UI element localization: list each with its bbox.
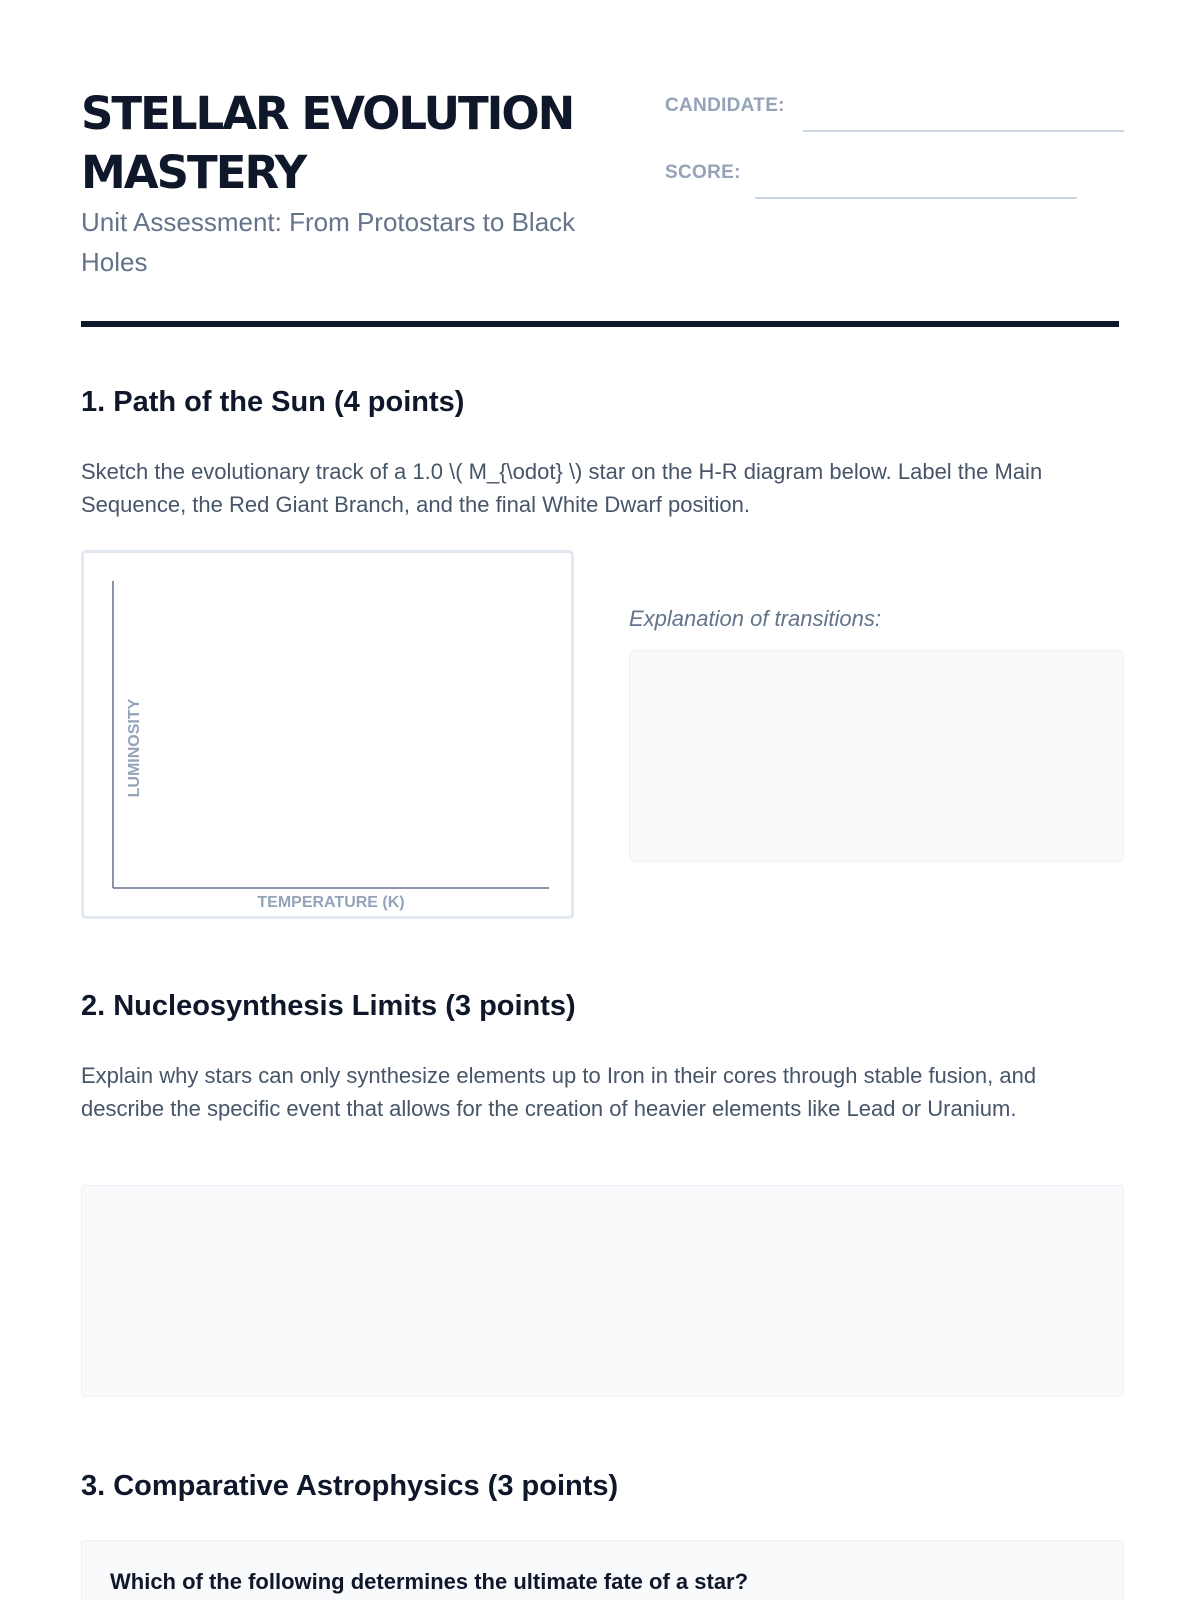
score-field[interactable]	[755, 197, 1077, 199]
page-header	[81, 0, 1119, 328]
x-axis-label: TEMPERATURE (K)	[257, 894, 405, 911]
page-title: STELLAR EVOLUTION MASTERY	[81, 87, 574, 199]
hr-diagram-axes	[84, 553, 571, 916]
question-1-title: 1. Path of the Sun (4 points)	[81, 386, 465, 418]
question-3-panel	[81, 1540, 1124, 1600]
score-label: SCORE:	[665, 162, 741, 183]
question-2-title: 2. Nucleosynthesis Limits (3 points)	[81, 990, 576, 1022]
question-3-prompt: Which of the following determines the ultimate fate of a star?	[110, 1569, 749, 1594]
question-2-answer-box[interactable]	[81, 1185, 1124, 1397]
y-axis-label: LUMINOSITY	[126, 698, 143, 798]
explanation-answer-box[interactable]	[629, 650, 1124, 862]
question-3-title: 3. Comparative Astrophysics (3 points)	[81, 1470, 619, 1502]
question-1-text: Sketch the evolutionary track of a 1.0 \( M_{\odot} \) star on the H-R diagram below. Label the Main Sequence, the Red Giant Branch, and the final White Dwarf position.	[81, 459, 1043, 517]
candidate-field[interactable]	[803, 130, 1124, 132]
question-2-text: Explain why stars can only synthesize elements up to Iron in their cores through stable fusion, and describe the specific event that allows for the creation of heavier elements like Lead or Uranium.	[81, 1063, 1037, 1121]
hr-diagram-sketch-area[interactable]	[81, 550, 574, 919]
candidate-label: CANDIDATE:	[665, 95, 785, 116]
header-divider	[81, 321, 1119, 327]
page-subtitle: Unit Assessment: From Protostars to Black Holes	[81, 207, 576, 277]
explanation-label: Explanation of transitions:	[629, 606, 881, 631]
